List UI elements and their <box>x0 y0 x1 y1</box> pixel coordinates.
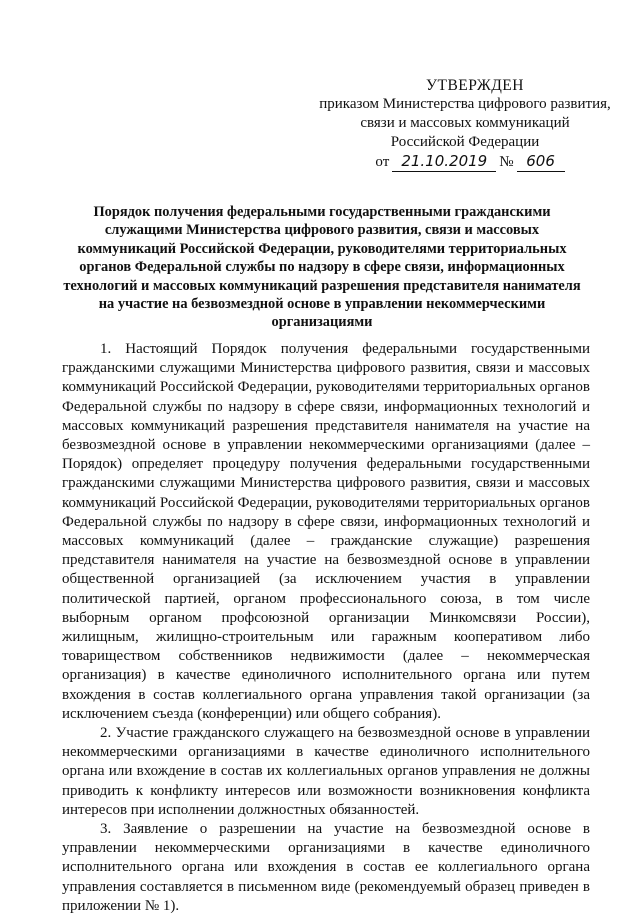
document-title: Порядок получения федеральными государственными гражданскими служащими Министерства цифрового развития, связи и массовых коммуникаций Российской Федерации, руководителями территориальных органов Федеральной службы по надзору в сфере связи, информационных технологий и массовых коммуникаций разрешения представителя нанимателя на участие на безвозмездной основе в управлении некоммерческими организациями <box>63 204 581 331</box>
approval-stamp <box>300 76 630 172</box>
date-prefix: от <box>375 154 390 170</box>
handwritten-date: 21.10.2019 <box>392 152 496 172</box>
paragraph-3: 3. Заявление о разрешении на участие на безвозмездной основе в управлении некоммерческими организациями в качестве единоличного исполнительного органа или вхождения в состав ее коллегиального органа управления составляется в письменном виде (рекомендуемый образец приведен в приложении № 1). <box>62 821 590 914</box>
approval-order-line: приказом Министерства цифрового развития, <box>319 96 611 112</box>
approval-heading: УТВЕРЖДЕН <box>426 77 524 94</box>
paragraph-2: 2. Участие гражданского служащего на безвозмездной основе в управлении некоммерческими организациями в качестве единоличного исполнительного органа или вхождение в состав их коллегиальных органов управления не должны приводить к конфликту интересов или возможности возникновения конфликта интересов при исполнении должностных обязанностей. <box>62 725 590 818</box>
number-sign: № <box>499 154 514 170</box>
document-body <box>62 340 590 916</box>
approval-date-number <box>300 152 630 172</box>
handwritten-number: 606 <box>517 152 565 172</box>
paragraph-1: 1. Настоящий Порядок получения федеральными государственными гражданскими служащими Министерства цифрового развития, связи и массовых коммуникаций Российской Федерации, руководителями территориальных органов Федеральной службы по надзору в сфере связи, информационных технологий и массовых коммуникаций разрешения представителя нанимателя на участие на безвозмездной основе в управлении некоммерческими организациями (далее – Порядок) определяет процедуру получения федеральными государственными гражданскими служащими Министерства цифрового развития, связи и массовых коммуникаций Российской Федерации, руководителями территориальных органов Федеральной службы по надзору в сфере связи, информационных технологий и массовых коммуникаций (далее – гражданские служащие) разрешения представителя нанимателя на участие на безвозмездной основе в управлении общественной организацией (за исключением участия в управлении политической партией, органом профессионального союза, в том числе выборным органом профсоюзной организации Минкомсвязи России), жилищным, жилищно-строительным или гаражным кооперативом либо товариществом собственников недвижимости (далее – некоммерческая организация) в качестве единоличного исполнительного органа или путем вхождения в состав коллегиального органа управления такой организации (за исключением съезда (конференции) или общего собрания). <box>62 341 590 722</box>
approval-ministry-line: связи и массовых коммуникаций <box>360 115 570 131</box>
approval-country-line: Российской Федерации <box>390 134 540 150</box>
